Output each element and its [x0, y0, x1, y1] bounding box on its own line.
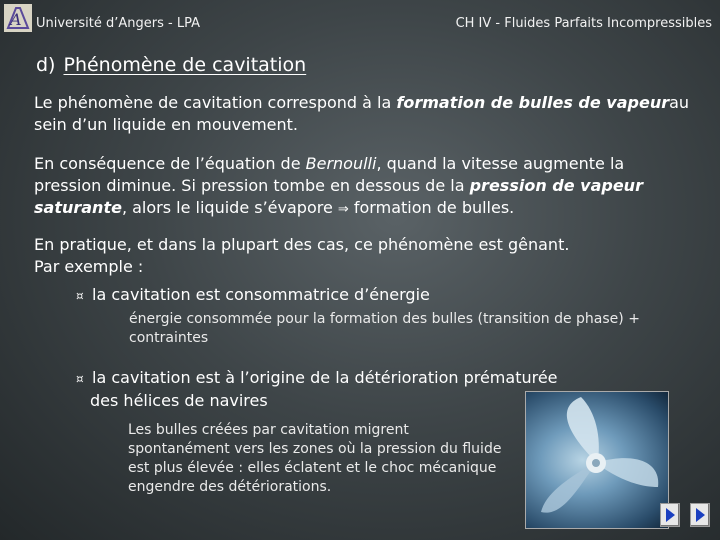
list-item [76, 284, 430, 307]
svg-text:A: A [10, 10, 22, 29]
implies-arrow-icon: ⇒ [337, 202, 349, 217]
paragraph-bernoulli [34, 153, 694, 221]
bullet-detail: énergie consommée pour la formation des bulles (transition de phase) + contraintes [129, 311, 640, 346]
bullet-text: la cavitation est à l’origine de la détérioration prématurée [92, 368, 558, 387]
paragraph-pratique [34, 234, 694, 278]
bullet-icon: ¤ [76, 372, 84, 386]
text: , quand la vitesse augmente la pression diminue. Si pression tombe en dessous de la [34, 154, 625, 195]
text: Par exemple : [34, 257, 144, 276]
section-title [36, 54, 306, 76]
nav-button-prev[interactable] [660, 503, 680, 527]
play-icon [691, 504, 709, 526]
bullet-text: la cavitation est consommatrice d’énergie [92, 285, 430, 304]
text: En pratique, et dans la plupart des cas, ce phénomène est gênant. [34, 235, 570, 254]
header-chapter: CH IV - Fluides Parfaits Incompressibles [455, 16, 712, 31]
play-icon [661, 504, 679, 526]
text: , alors le liquide s’évapore [121, 198, 338, 217]
emphasis: pression de vapeur saturante [34, 176, 643, 217]
bullet-text: des hélices de navires [90, 391, 268, 410]
text: En conséquence de l’équation de [34, 154, 306, 173]
paragraph-definition [34, 92, 694, 136]
university-logo-icon [4, 4, 32, 32]
header-university: Université d’Angers - LPA [36, 16, 200, 31]
list-item [76, 367, 558, 412]
text: formation de bulles. [348, 198, 515, 217]
emphasis: formation de bulles de vapeur [396, 93, 670, 112]
text: Le phénomène de cavitation correspond à la [34, 93, 397, 112]
section-number: d) [36, 54, 56, 76]
bullet-icon: ¤ [76, 289, 84, 303]
bullet-detail: Les bulles créées par cavitation migrent spontanément vers les zones où la pression du fluide est plus élevée : elles éclatent et le choc mécanique engendre des détériorations. [128, 422, 502, 495]
section-title-text: Phénomène de cavitation [63, 54, 307, 76]
text: au sein d’un liquide en mouvement. [34, 93, 690, 134]
nav-button-next[interactable] [690, 503, 710, 527]
bernoulli-name: Bernoulli [305, 154, 377, 173]
propeller-photo [525, 391, 669, 529]
